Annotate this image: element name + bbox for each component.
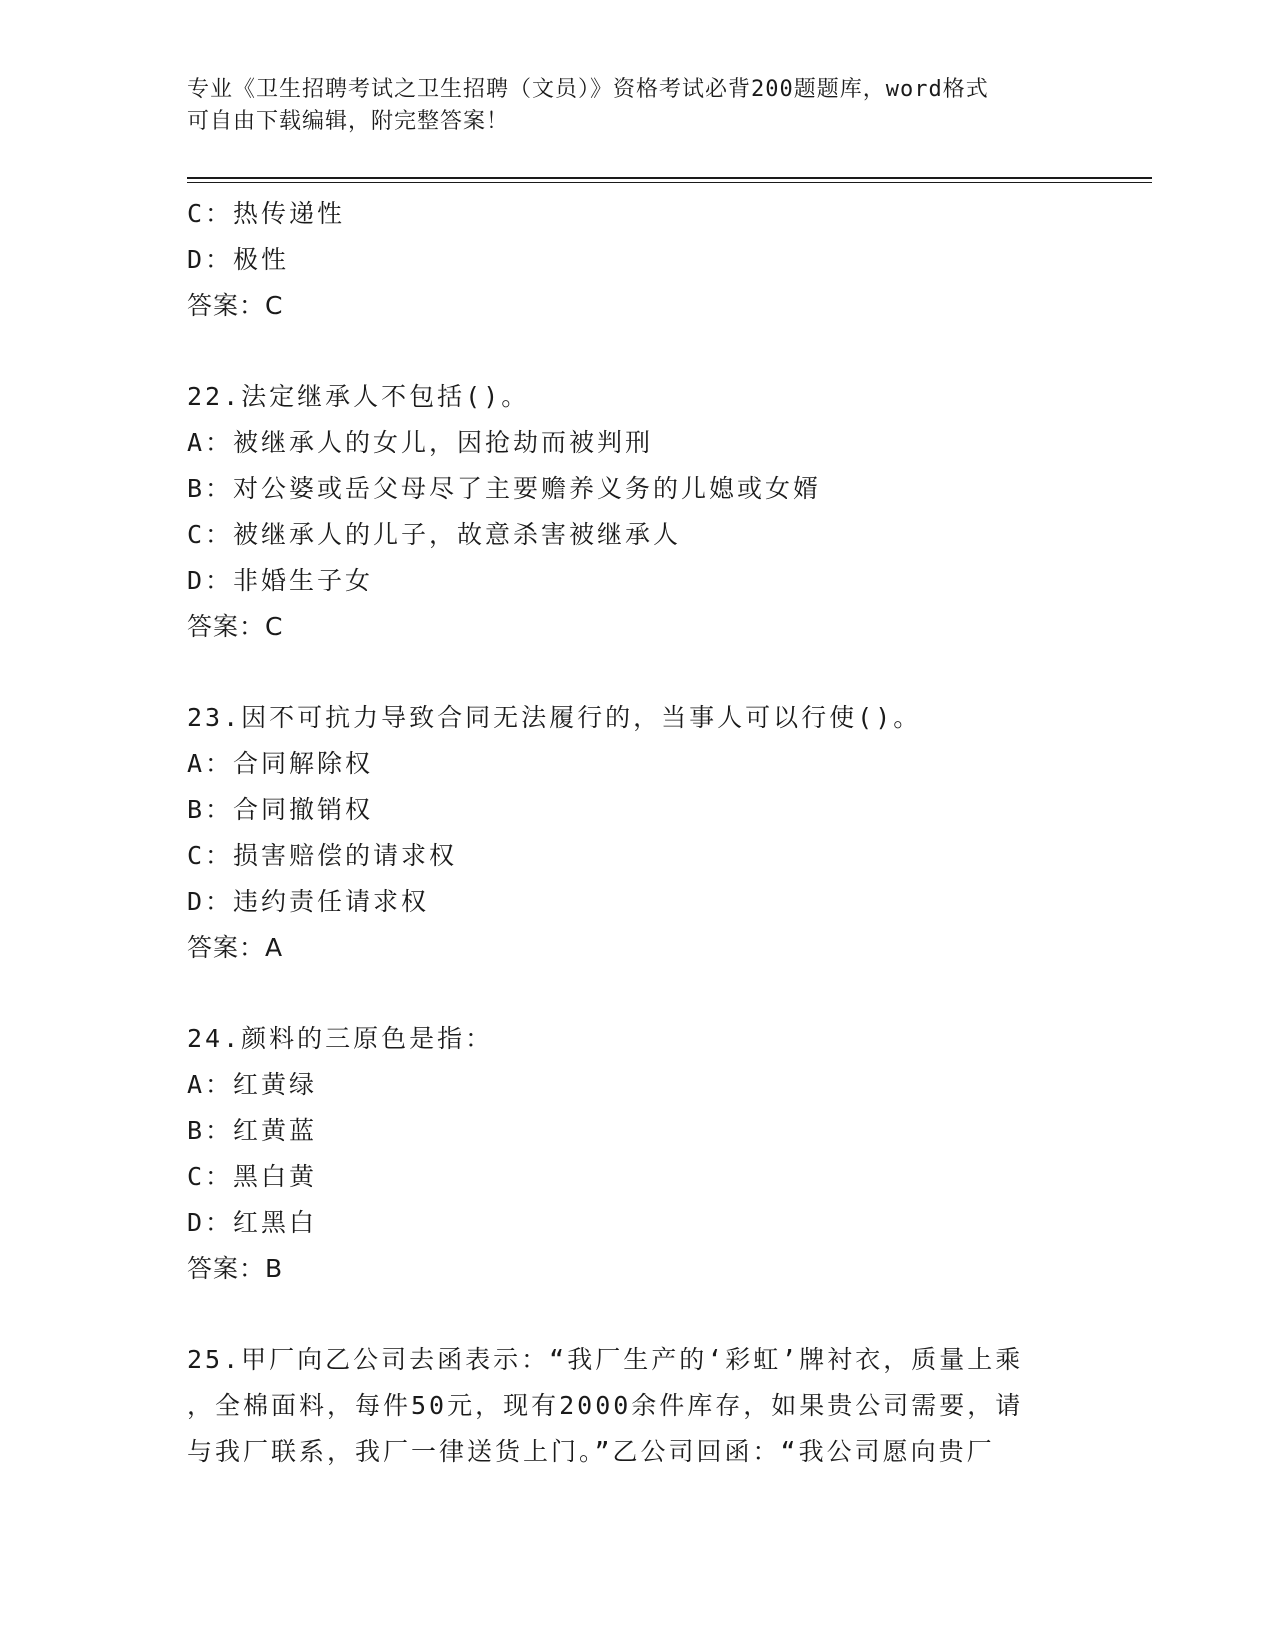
question-block [187, 1337, 1107, 1475]
document-header [187, 74, 1087, 138]
question-block [187, 191, 1107, 329]
question-stem-continuation: ，全棉面料，每件50元，现有2000余件库存，如果贵公司需要，请 [187, 1391, 1024, 1420]
question-stem: 25.甲厂向乙公司去函表示：“我厂生产的‘彩虹’牌衬衣，质量上乘 [187, 1345, 1024, 1374]
option-line: B：红黄蓝 [187, 1116, 318, 1145]
option-line: D：极性 [187, 245, 290, 274]
answer-line: 答案：A [187, 933, 284, 962]
header-title-line-1: 专业《卫生招聘考试之卫生招聘（文员）》资格考试必背200题题库，word格式 [187, 77, 989, 102]
option-line: C：损害赔偿的请求权 [187, 841, 458, 870]
option-line: D：违约责任请求权 [187, 887, 430, 916]
option-line: D：非婚生子女 [187, 566, 374, 595]
option-line: A：红黄绿 [187, 1070, 318, 1099]
option-line: C：黑白黄 [187, 1162, 318, 1191]
answer-line: 答案：C [187, 291, 284, 320]
option-line: A：合同解除权 [187, 749, 374, 778]
question-stem: 24.颜料的三原色是指： [187, 1024, 494, 1053]
question-block [187, 374, 1107, 650]
option-line: A：被继承人的女儿，因抢劫而被判刑 [187, 428, 654, 457]
option-line: C：热传递性 [187, 199, 346, 228]
answer-line: 答案：B [187, 1254, 284, 1283]
question-stem: 22.法定继承人不包括()。 [187, 382, 530, 411]
option-line: B：对公婆或岳父母尽了主要赡养义务的儿媳或女婿 [187, 474, 822, 503]
answer-line: 答案：C [187, 612, 284, 641]
header-divider-thin [187, 182, 1152, 183]
option-line: B：合同撤销权 [187, 795, 374, 824]
question-stem-continuation: 与我厂联系，我厂一律送货上门。”乙公司回函：“我公司愿向贵厂 [187, 1437, 995, 1466]
question-list [187, 191, 1107, 1475]
option-line: D：红黑白 [187, 1208, 318, 1237]
header-title-line-2: 可自由下载编辑，附完整答案！ [187, 109, 510, 134]
question-stem: 23.因不可抗力导致合同无法履行的，当事人可以行使()。 [187, 703, 922, 732]
question-block [187, 695, 1107, 971]
option-line: C：被继承人的儿子，故意杀害被继承人 [187, 520, 682, 549]
header-divider-thick [187, 177, 1152, 179]
question-block [187, 1016, 1107, 1292]
